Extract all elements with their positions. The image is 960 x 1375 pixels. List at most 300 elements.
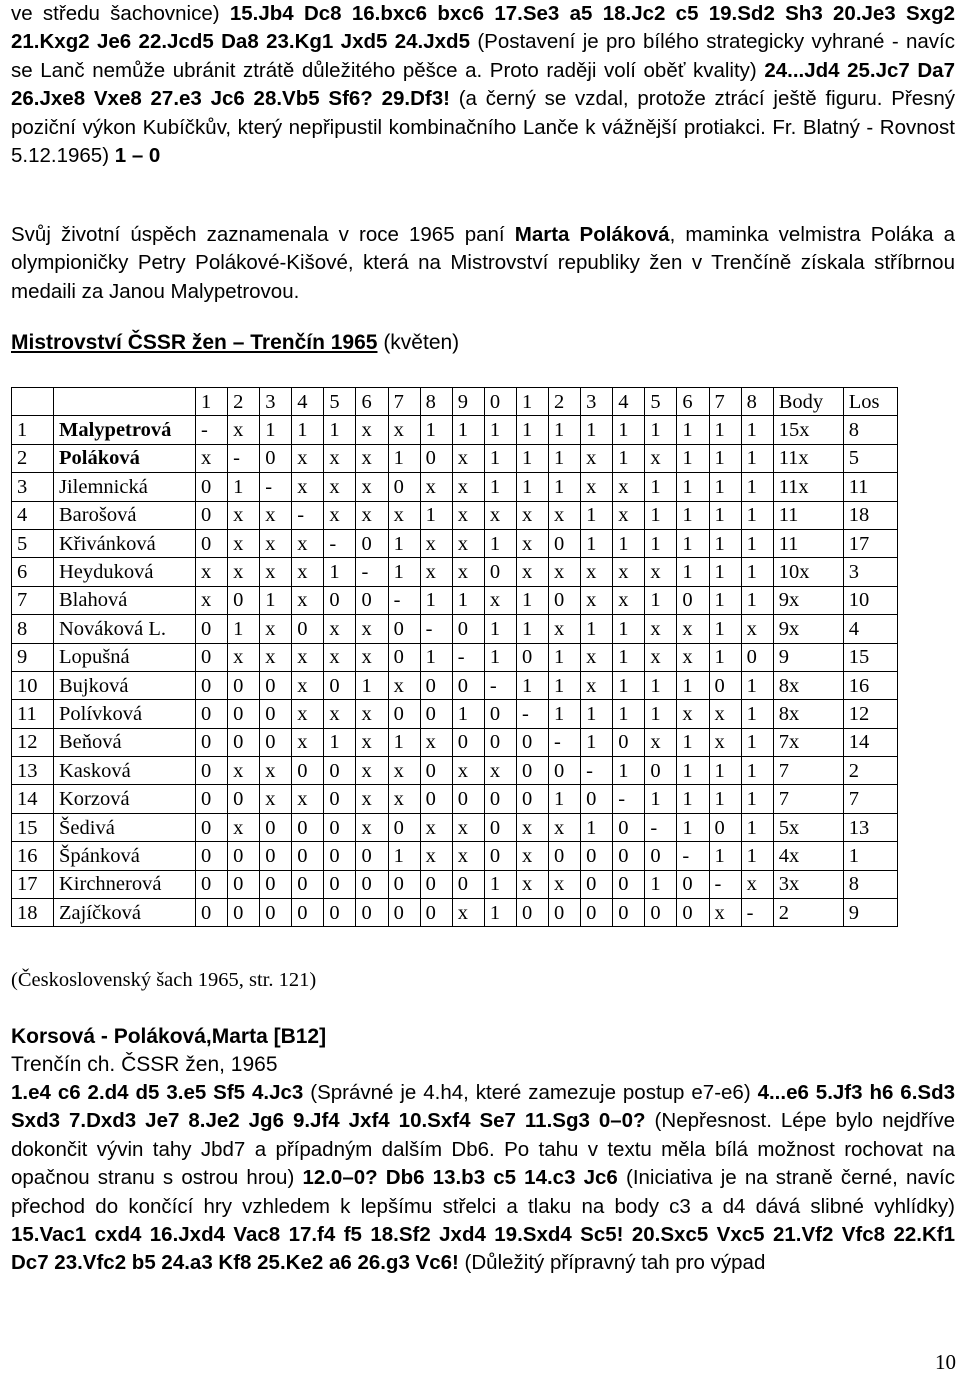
result-cell: x: [613, 501, 645, 529]
result-cell: x: [677, 700, 709, 728]
header-cell: 0: [484, 388, 516, 416]
header-cell: 4: [613, 388, 645, 416]
result-cell: 1: [613, 529, 645, 557]
result-cell: 1: [741, 473, 773, 501]
header-cell: 1: [196, 388, 228, 416]
result-cell: x: [452, 473, 484, 501]
result-cell: 1: [388, 444, 420, 472]
result-cell: 0: [484, 785, 516, 813]
result-cell: x: [645, 558, 677, 586]
result-cell: x: [516, 558, 548, 586]
points-cell: 11: [773, 529, 843, 557]
points-cell: 9x: [773, 586, 843, 614]
table-row: [12, 700, 898, 728]
result-cell: 0: [324, 586, 356, 614]
result-cell: 0: [420, 785, 452, 813]
result-cell: x: [420, 558, 452, 586]
result-cell: -: [260, 473, 292, 501]
result-cell: x: [645, 643, 677, 671]
result-cell: 0: [420, 444, 452, 472]
header-cell: 8: [420, 388, 452, 416]
result-cell: 0: [484, 842, 516, 870]
result-cell: 0: [260, 700, 292, 728]
result-cell: 0: [228, 671, 260, 699]
result-cell: 0: [677, 586, 709, 614]
result-cell: 0: [420, 671, 452, 699]
text-segment: Svůj životní úspěch zaznamenala v roce 1965 paní: [11, 223, 515, 246]
result-cell: x: [292, 558, 324, 586]
result-cell: 1: [228, 473, 260, 501]
result-cell: 1: [516, 473, 548, 501]
result-cell: 0: [549, 757, 581, 785]
result-cell: 0: [228, 586, 260, 614]
result-cell: 0: [292, 615, 324, 643]
result-cell: x: [452, 558, 484, 586]
result-cell: x: [356, 615, 388, 643]
result-cell: 0: [196, 700, 228, 728]
lot-cell: 1: [843, 842, 897, 870]
result-cell: x: [645, 615, 677, 643]
result-cell: 1: [581, 615, 613, 643]
header-cell: 6: [677, 388, 709, 416]
result-cell: 0: [388, 899, 420, 927]
result-cell: x: [356, 501, 388, 529]
result-cell: x: [228, 529, 260, 557]
result-cell: 1: [709, 473, 741, 501]
text-segment: (Nepřesnost. Lépe bylo nejdříve dokončit vývin tahy Jbd7 a případným dalším Db6. Po tahu v textu měla bílá možnost rochovat na opačnou stranu s ostrou hrou): [11, 1109, 955, 1190]
result-cell: 0: [228, 842, 260, 870]
result-cell: -: [484, 671, 516, 699]
table-row: [12, 899, 898, 927]
result-cell: x: [260, 501, 292, 529]
result-cell: x: [581, 586, 613, 614]
result-cell: 1: [581, 529, 613, 557]
result-cell: x: [741, 615, 773, 643]
result-cell: x: [613, 473, 645, 501]
table-row: [12, 444, 898, 472]
text-segment: (Postavení je pro bílého strategicky vyhrané - navíc se Lanč nemůže ubránit ztrátě důležitého pěšce a. Proto raději volí oběť kvality): [11, 30, 956, 82]
result-cell: 1: [549, 444, 581, 472]
result-cell: x: [452, 842, 484, 870]
result-cell: x: [292, 700, 324, 728]
header-cell: Body: [773, 388, 843, 416]
result-cell: 0: [452, 728, 484, 756]
result-cell: 0: [709, 813, 741, 841]
result-cell: x: [260, 558, 292, 586]
result-cell: 0: [452, 870, 484, 898]
lot-cell: 11: [843, 473, 897, 501]
result-cell: 1: [741, 416, 773, 444]
lot-cell: 2: [843, 757, 897, 785]
points-cell: 11: [773, 501, 843, 529]
result-cell: 1: [645, 785, 677, 813]
result-cell: 0: [677, 870, 709, 898]
result-cell: 1: [677, 728, 709, 756]
result-cell: x: [516, 813, 548, 841]
points-cell: 4x: [773, 842, 843, 870]
result-cell: 1: [388, 728, 420, 756]
game-event: Trenčín ch. ČSSR žen, 1965: [11, 1053, 278, 1076]
move-notation: 4...e6 5.Jf3 h6 6.Sd3 Sxd3 7.Dxd3 Je7 8.Je2 Jg6 9.Jf4 Jxf4 10.Sxf4 Se7 11.Sg3 0–0?: [11, 1081, 955, 1133]
result-cell: 1: [324, 416, 356, 444]
result-cell: x: [516, 529, 548, 557]
intro-paragraph: [11, 0, 955, 170]
result-cell: 1: [645, 671, 677, 699]
result-cell: 0: [677, 899, 709, 927]
rank-cell: 7: [12, 586, 54, 614]
result-cell: x: [388, 757, 420, 785]
result-cell: 0: [292, 870, 324, 898]
result-cell: 1: [613, 757, 645, 785]
move-notation: 15.Jb4 Dc8 16.bxc6 bxc6 17.Se3 a5 18.Jc2 c5 19.Sd2 Sh3 20.Je3 Sxg2 21.Kxg2 Je6 22.Jcd5 Da8 23.Kg1 Jxd5 24.Jxd5: [11, 2, 955, 54]
result-cell: 1: [677, 501, 709, 529]
result-cell: x: [709, 700, 741, 728]
points-cell: 11x: [773, 444, 843, 472]
result-cell: 0: [260, 899, 292, 927]
player-name: Poláková: [54, 444, 196, 472]
result-cell: 1: [645, 700, 677, 728]
result-cell: 0: [420, 899, 452, 927]
result-cell: x: [549, 870, 581, 898]
result-cell: -: [292, 501, 324, 529]
result-cell: 1: [709, 757, 741, 785]
result-cell: x: [356, 643, 388, 671]
result-cell: 1: [645, 473, 677, 501]
result-cell: 1: [741, 813, 773, 841]
result-cell: 1: [613, 416, 645, 444]
header-cell: 6: [356, 388, 388, 416]
rank-cell: 13: [12, 757, 54, 785]
result-cell: x: [549, 558, 581, 586]
points-cell: 7: [773, 785, 843, 813]
move-notation: 24...Jd4 25.Jc7 Da7 26.Jxe8 Vxe8 27.e3 Jc6 28.Vb5 Sf6? 29.Df3!: [11, 58, 955, 111]
result-cell: 0: [292, 842, 324, 870]
result-cell: 1: [388, 558, 420, 586]
points-cell: 5x: [773, 813, 843, 841]
result-cell: -: [709, 870, 741, 898]
rank-cell: 14: [12, 785, 54, 813]
result-cell: x: [292, 728, 324, 756]
result-cell: 1: [741, 757, 773, 785]
result-cell: 1: [484, 444, 516, 472]
points-cell: 3x: [773, 870, 843, 898]
move-notation: 15.Vac1 cxd4 16.Jxd4 Vac8 17.f4 f5 18.Sf2 Jxd4 19.Sxd4 Sc5! 20.Sxc5 Vxc5 21.Vf2 Vfc8 22.Kf1 Dc7 23.Vfc2 b5 24.a3 Kf8 25.Ke2 a6 26.g3 Vc6!: [11, 1223, 955, 1275]
result-cell: -: [613, 785, 645, 813]
result-cell: x: [645, 728, 677, 756]
result-cell: 0: [196, 615, 228, 643]
result-cell: x: [516, 501, 548, 529]
player-name: Zajíčková: [54, 899, 196, 927]
lot-cell: 14: [843, 728, 897, 756]
result-cell: 1: [260, 416, 292, 444]
result-cell: 1: [516, 671, 548, 699]
result-cell: x: [292, 586, 324, 614]
header-cell: 4: [292, 388, 324, 416]
result-cell: 1: [741, 586, 773, 614]
result-cell: 1: [484, 529, 516, 557]
result-cell: 0: [324, 813, 356, 841]
lot-cell: 9: [843, 899, 897, 927]
result-cell: 0: [324, 757, 356, 785]
result-cell: 1: [356, 671, 388, 699]
result-cell: x: [324, 473, 356, 501]
result-cell: 0: [516, 785, 548, 813]
lot-cell: 10: [843, 586, 897, 614]
rank-cell: 9: [12, 643, 54, 671]
result-cell: 0: [260, 842, 292, 870]
result-cell: 1: [645, 416, 677, 444]
result-cell: 1: [581, 813, 613, 841]
lot-cell: 4: [843, 615, 897, 643]
result-cell: 0: [452, 785, 484, 813]
result-cell: x: [228, 757, 260, 785]
result-cell: 1: [484, 473, 516, 501]
header-cell: Los: [843, 388, 897, 416]
result-cell: x: [292, 785, 324, 813]
result-cell: x: [677, 615, 709, 643]
result-cell: 1: [516, 615, 548, 643]
result-cell: 0: [613, 870, 645, 898]
result-cell: 1: [677, 671, 709, 699]
result-cell: 0: [260, 870, 292, 898]
result-cell: 1: [741, 700, 773, 728]
lot-cell: 8: [843, 416, 897, 444]
result-cell: 0: [484, 813, 516, 841]
result-cell: 0: [292, 757, 324, 785]
result-cell: x: [356, 813, 388, 841]
result-cell: 1: [677, 416, 709, 444]
player-name: Heyduková: [54, 558, 196, 586]
player-name: Polívková: [54, 700, 196, 728]
header-cell: 3: [581, 388, 613, 416]
result-cell: 1: [677, 813, 709, 841]
result-cell: 1: [741, 501, 773, 529]
result-cell: 1: [388, 842, 420, 870]
result-cell: x: [741, 870, 773, 898]
result-cell: -: [581, 757, 613, 785]
result-cell: x: [581, 444, 613, 472]
rank-cell: 18: [12, 899, 54, 927]
result-cell: 0: [645, 757, 677, 785]
player-name: Špánková: [54, 842, 196, 870]
result-cell: 1: [677, 785, 709, 813]
result-cell: x: [228, 501, 260, 529]
player-name: Beňová: [54, 728, 196, 756]
result-cell: x: [709, 899, 741, 927]
result-cell: -: [420, 615, 452, 643]
points-cell: 8x: [773, 671, 843, 699]
result-cell: 0: [196, 529, 228, 557]
result-cell: x: [677, 643, 709, 671]
result-cell: 1: [741, 529, 773, 557]
result-cell: 0: [452, 671, 484, 699]
result-cell: 0: [196, 785, 228, 813]
table-row: [12, 671, 898, 699]
result-cell: x: [324, 615, 356, 643]
result-cell: x: [356, 416, 388, 444]
result-cell: x: [228, 416, 260, 444]
result-cell: x: [356, 757, 388, 785]
result-cell: x: [549, 615, 581, 643]
table-row: [12, 473, 898, 501]
text-segment: , maminka velmistra Poláka a olympioničky Petry Polákové-Kišové, která na Mistrovství republiky žen v Trenčíně získala stříbrnou medaili za Janou Malypetrovou.: [11, 223, 955, 303]
result-cell: 0: [516, 899, 548, 927]
table-row: [12, 870, 898, 898]
result-cell: 0: [324, 671, 356, 699]
result-cell: 0: [196, 671, 228, 699]
result-cell: -: [741, 899, 773, 927]
player-name: Barošová: [54, 501, 196, 529]
result-cell: 0: [196, 501, 228, 529]
header-cell: 2: [549, 388, 581, 416]
points-cell: 10x: [773, 558, 843, 586]
result-cell: 0: [709, 671, 741, 699]
text-segment: (Důležitý přípravný tah pro výpad: [458, 1251, 766, 1275]
text-segment: (Iniciativa je na straně černé, navíc přechod do končící hry vzhledem k lepšímu střelci a tlaku na body c3 a d4 dává slibné vyhlídky): [11, 1166, 955, 1218]
result-cell: 1: [549, 473, 581, 501]
move-notation: 1 – 0: [114, 144, 161, 168]
header-cell: 7: [388, 388, 420, 416]
result-cell: x: [420, 529, 452, 557]
story-paragraph: [11, 221, 955, 306]
result-cell: x: [549, 813, 581, 841]
result-cell: 0: [388, 813, 420, 841]
result-cell: 1: [709, 586, 741, 614]
header-cell: 2: [228, 388, 260, 416]
player-name: Kirchnerová: [54, 870, 196, 898]
crosstable-header-row: [12, 388, 898, 416]
result-cell: -: [645, 813, 677, 841]
result-cell: 0: [356, 870, 388, 898]
result-cell: 0: [741, 643, 773, 671]
result-cell: 0: [549, 842, 581, 870]
player-name: Křivánková: [54, 529, 196, 557]
result-cell: 0: [484, 558, 516, 586]
result-cell: 0: [292, 899, 324, 927]
points-cell: 11x: [773, 473, 843, 501]
result-cell: 1: [581, 501, 613, 529]
result-cell: x: [452, 813, 484, 841]
result-cell: 1: [613, 643, 645, 671]
result-cell: x: [324, 444, 356, 472]
table-row: [12, 728, 898, 756]
result-cell: 1: [324, 728, 356, 756]
result-cell: 1: [452, 416, 484, 444]
result-cell: 1: [677, 757, 709, 785]
result-cell: 1: [484, 416, 516, 444]
result-cell: 1: [741, 444, 773, 472]
result-cell: x: [581, 671, 613, 699]
result-cell: 1: [484, 643, 516, 671]
result-cell: 0: [228, 899, 260, 927]
table-row: [12, 757, 898, 785]
result-cell: 0: [356, 899, 388, 927]
result-cell: -: [677, 842, 709, 870]
table-row: [12, 615, 898, 643]
table-row: [12, 643, 898, 671]
result-cell: 1: [292, 416, 324, 444]
player-name: Lopušná: [54, 643, 196, 671]
result-cell: 1: [645, 586, 677, 614]
result-cell: 1: [549, 785, 581, 813]
result-cell: 1: [581, 700, 613, 728]
result-cell: 0: [581, 899, 613, 927]
result-cell: -: [324, 529, 356, 557]
result-cell: 0: [549, 529, 581, 557]
result-cell: 0: [613, 842, 645, 870]
result-cell: 0: [388, 643, 420, 671]
result-cell: 1: [709, 615, 741, 643]
points-cell: 9x: [773, 615, 843, 643]
result-cell: 0: [196, 473, 228, 501]
result-cell: x: [388, 785, 420, 813]
result-cell: x: [516, 842, 548, 870]
text-segment: ve středu šachovnice): [11, 2, 230, 25]
header-cell: 1: [516, 388, 548, 416]
result-cell: 1: [677, 558, 709, 586]
result-cell: x: [324, 700, 356, 728]
result-cell: 1: [677, 473, 709, 501]
result-cell: 0: [645, 842, 677, 870]
result-cell: 0: [324, 899, 356, 927]
result-cell: 1: [420, 501, 452, 529]
result-cell: 1: [484, 899, 516, 927]
crosstable: [11, 387, 898, 927]
table-row: [12, 813, 898, 841]
lot-cell: 15: [843, 643, 897, 671]
result-cell: x: [420, 473, 452, 501]
result-cell: x: [292, 473, 324, 501]
result-cell: 0: [196, 757, 228, 785]
result-cell: x: [452, 529, 484, 557]
table-row: [12, 558, 898, 586]
result-cell: 0: [581, 785, 613, 813]
result-cell: x: [356, 785, 388, 813]
result-cell: 1: [549, 700, 581, 728]
text-segment: (a černý se vzdal, protože ztrácí ještě figuru. Přesný poziční výkon Kubíčkův, který nepřipustil kombinačního Lanče k vážnější protiakci. Fr. Blatný - Rovnost 5.12.1965): [11, 87, 956, 168]
result-cell: -: [196, 416, 228, 444]
lot-cell: 13: [843, 813, 897, 841]
tournament-heading: [11, 329, 459, 357]
result-cell: 1: [516, 444, 548, 472]
result-cell: x: [292, 444, 324, 472]
text-segment: (Správné je 4.h4, které zamezuje postup e7-e6): [303, 1081, 758, 1104]
header-cell: 5: [324, 388, 356, 416]
result-cell: 1: [709, 529, 741, 557]
result-cell: 0: [196, 842, 228, 870]
page-number: 10: [935, 1350, 956, 1374]
result-cell: x: [356, 728, 388, 756]
result-cell: 1: [549, 643, 581, 671]
result-cell: 1: [741, 671, 773, 699]
result-cell: 0: [260, 671, 292, 699]
header-cell: [54, 388, 196, 416]
result-cell: 1: [709, 501, 741, 529]
rank-cell: 3: [12, 473, 54, 501]
result-cell: 1: [709, 842, 741, 870]
result-cell: 0: [260, 444, 292, 472]
result-cell: 0: [420, 870, 452, 898]
tournament-title-suffix: (květen): [377, 331, 460, 354]
result-cell: 1: [741, 728, 773, 756]
result-cell: 0: [324, 785, 356, 813]
table-row: [12, 842, 898, 870]
result-cell: 0: [549, 586, 581, 614]
result-cell: 1: [645, 870, 677, 898]
result-cell: 0: [581, 870, 613, 898]
result-cell: x: [292, 643, 324, 671]
result-cell: 1: [324, 558, 356, 586]
